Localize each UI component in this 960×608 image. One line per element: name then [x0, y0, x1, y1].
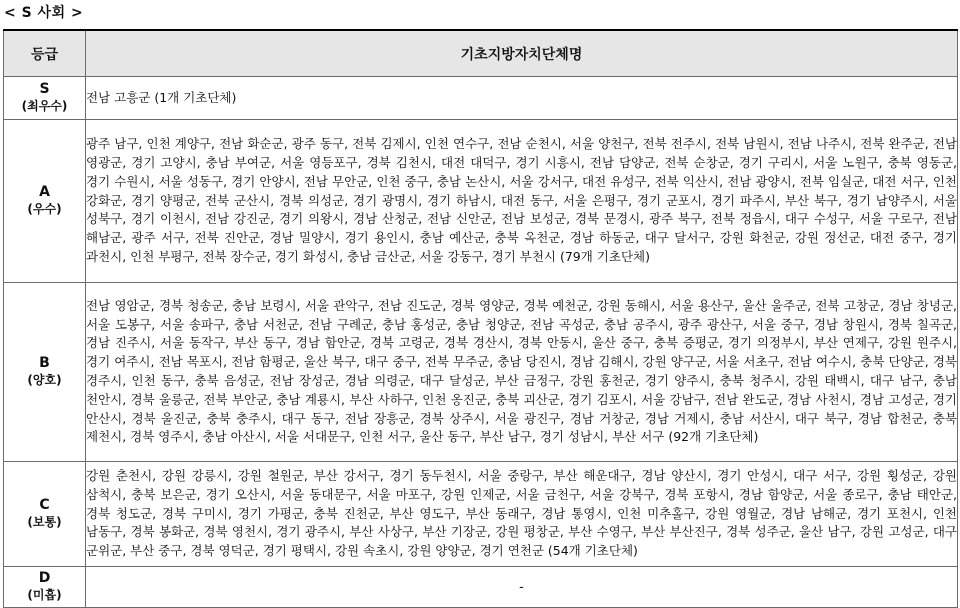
grade-description: (최우수)	[21, 99, 68, 113]
grade-table	[3, 29, 958, 608]
grade-description: (보통)	[27, 515, 62, 529]
grade-description: (우수)	[27, 202, 62, 216]
grade-cell	[4, 77, 86, 120]
municipality-list: 강원 춘천시, 강원 강릉시, 강원 철원군, 부산 강서구, 경기 동두천시, 서울 중랑구, 부산 해운대구, 경남 양산시, 경기 안성시, 대구 서구, 강원 횡성군, 강원 삼척시, 충북 보은군, 경기 오산시, 서울 동대문구, 서울 마포구, 강원 인제군, 서울 금천구, 서울 강북구, 경북 포항시, 경남 함양군, 서울 종로구, 충남 태안군, 경북 청도군, 경북 구미시, 경기 가평군, 충북 진천군, 부산 영도구, 부산 동래구, 경남 통영시, 인천 미추홀구, 강원 영월군, 경남 남해군, 경기 포천시, 인천 남동구, 경북 봉화군, 경북 영천시, 경기 광주시, 부산 사상구, 부산 기장군, 강원 평창군, 부산 수영구, 부산 부산진구, 경북 성주군, 울산 남구, 강원 고성군, 대구 군위군, 부산 중구, 경북 영덕군, 경기 평택시, 강원 속초시, 강원 양양군, 경기 연천군 (54개 기초단체)	[86, 462, 958, 567]
grade-letter: A	[39, 184, 50, 200]
municipality-list: -	[86, 567, 958, 608]
municipality-list: 전남 영암군, 경북 청송군, 충남 보령시, 서울 관악구, 전남 진도군, 경북 영양군, 경북 예천군, 강원 동해시, 서울 용산구, 울산 울주군, 전북 고창군, 경남 창녕군, 서울 도봉구, 서울 송파구, 충남 서천군, 전남 구례군, 충남 홍성군, 충남 청양군, 전남 곡성군, 충남 공주시, 광주 광산구, 서울 중구, 경남 창원시, 경북 칠곡군, 경남 진주시, 서울 동작구, 부산 동구, 경남 함안군, 경북 고령군, 경북 경산시, 경북 안동시, 울산 중구, 충북 증평군, 경기 의정부시, 부산 연제구, 강원 원주시, 경기 여주시, 전남 목포시, 전남 함평군, 울산 북구, 대구 중구, 전북 무주군, 충남 당진시, 경남 김해시, 강원 양구군, 서울 서초구, 전남 여수시, 충북 단양군, 경북 경주시, 인천 동구, 충북 음성군, 전남 장성군, 경남 의령군, 대구 달성군, 부산 금정구, 강원 홍천군, 경기 양주시, 충북 청주시, 강원 태백시, 대구 남구, 충남 천안시, 경북 울릉군, 전북 부안군, 충남 계룡시, 부산 사하구, 인천 옹진군, 충북 괴산군, 경기 김포시, 서울 강남구, 전남 완도군, 경남 사천시, 경남 고성군, 경기 안산시, 경북 울진군, 충북 충주시, 대구 동구, 전남 장흥군, 경북 상주시, 서울 광진구, 경남 거창군, 경남 거제시, 충남 서산시, 대구 북구, 경남 합천군, 충북 제천시, 경북 영주시, 충남 아산시, 서울 서대문구, 인천 서구, 울산 동구, 부산 남구, 경기 성남시, 부산 서구 (92개 기초단체)	[86, 283, 958, 462]
table-row	[4, 283, 958, 462]
grade-cell	[4, 462, 86, 567]
grade-cell	[4, 283, 86, 462]
grade-letter: C	[39, 497, 50, 513]
grade-cell	[4, 567, 86, 608]
table-row	[4, 567, 958, 608]
grade-letter: B	[39, 355, 50, 371]
grade-description: (미흡)	[27, 588, 62, 602]
grade-letter: D	[38, 570, 51, 586]
table-row	[4, 120, 958, 283]
grade-cell	[4, 120, 86, 283]
table-row	[4, 462, 958, 567]
header-grade: 등급	[4, 30, 86, 77]
table-header-row	[4, 30, 958, 77]
header-list: 기초지방자치단체명	[86, 30, 958, 77]
section-title: < S 사회 >	[4, 5, 84, 21]
grade-description: (양호)	[27, 373, 62, 387]
municipality-list: 전남 고흥군 (1개 기초단체)	[86, 77, 958, 120]
table-row	[4, 77, 958, 120]
grade-letter: S	[39, 81, 50, 97]
municipality-list: 광주 남구, 인천 계양구, 전남 화순군, 광주 동구, 전북 김제시, 인천 연수구, 전남 순천시, 서울 양천구, 전북 전주시, 전북 남원시, 전남 나주시, 전북 완주군, 전남 영광군, 경기 고양시, 충남 부여군, 서울 영등포구, 경북 김천시, 대전 대덕구, 경기 시흥시, 전남 담양군, 전북 순창군, 경기 구리시, 서울 노원구, 충북 영동군, 경기 수원시, 서울 성동구, 경기 안양시, 전남 무안군, 인천 중구, 충남 논산시, 서울 강서구, 대전 유성구, 전북 익산시, 전남 광양시, 전북 임실군, 대전 서구, 인천 강화군, 경기 양평군, 전북 군산시, 경북 의성군, 경기 광명시, 경기 하남시, 대전 동구, 서울 은평구, 경기 군포시, 경기 파주시, 부산 북구, 경기 남양주시, 서울 성북구, 경기 이천시, 전남 강진군, 경기 의왕시, 경남 산청군, 전남 신안군, 전남 보성군, 경북 문경시, 광주 북구, 전북 정읍시, 대구 수성구, 서울 구로구, 전남 해남군, 광주 서구, 전북 진안군, 경남 밀양시, 경기 용인시, 충남 예산군, 충북 옥천군, 경남 하동군, 대구 달서구, 강원 화천군, 강원 정선군, 대전 중구, 경기 과천시, 인천 부평구, 전북 장수군, 경기 화성시, 충남 금산군, 서울 강동구, 경기 부천시 (79개 기초단체)	[86, 120, 958, 283]
